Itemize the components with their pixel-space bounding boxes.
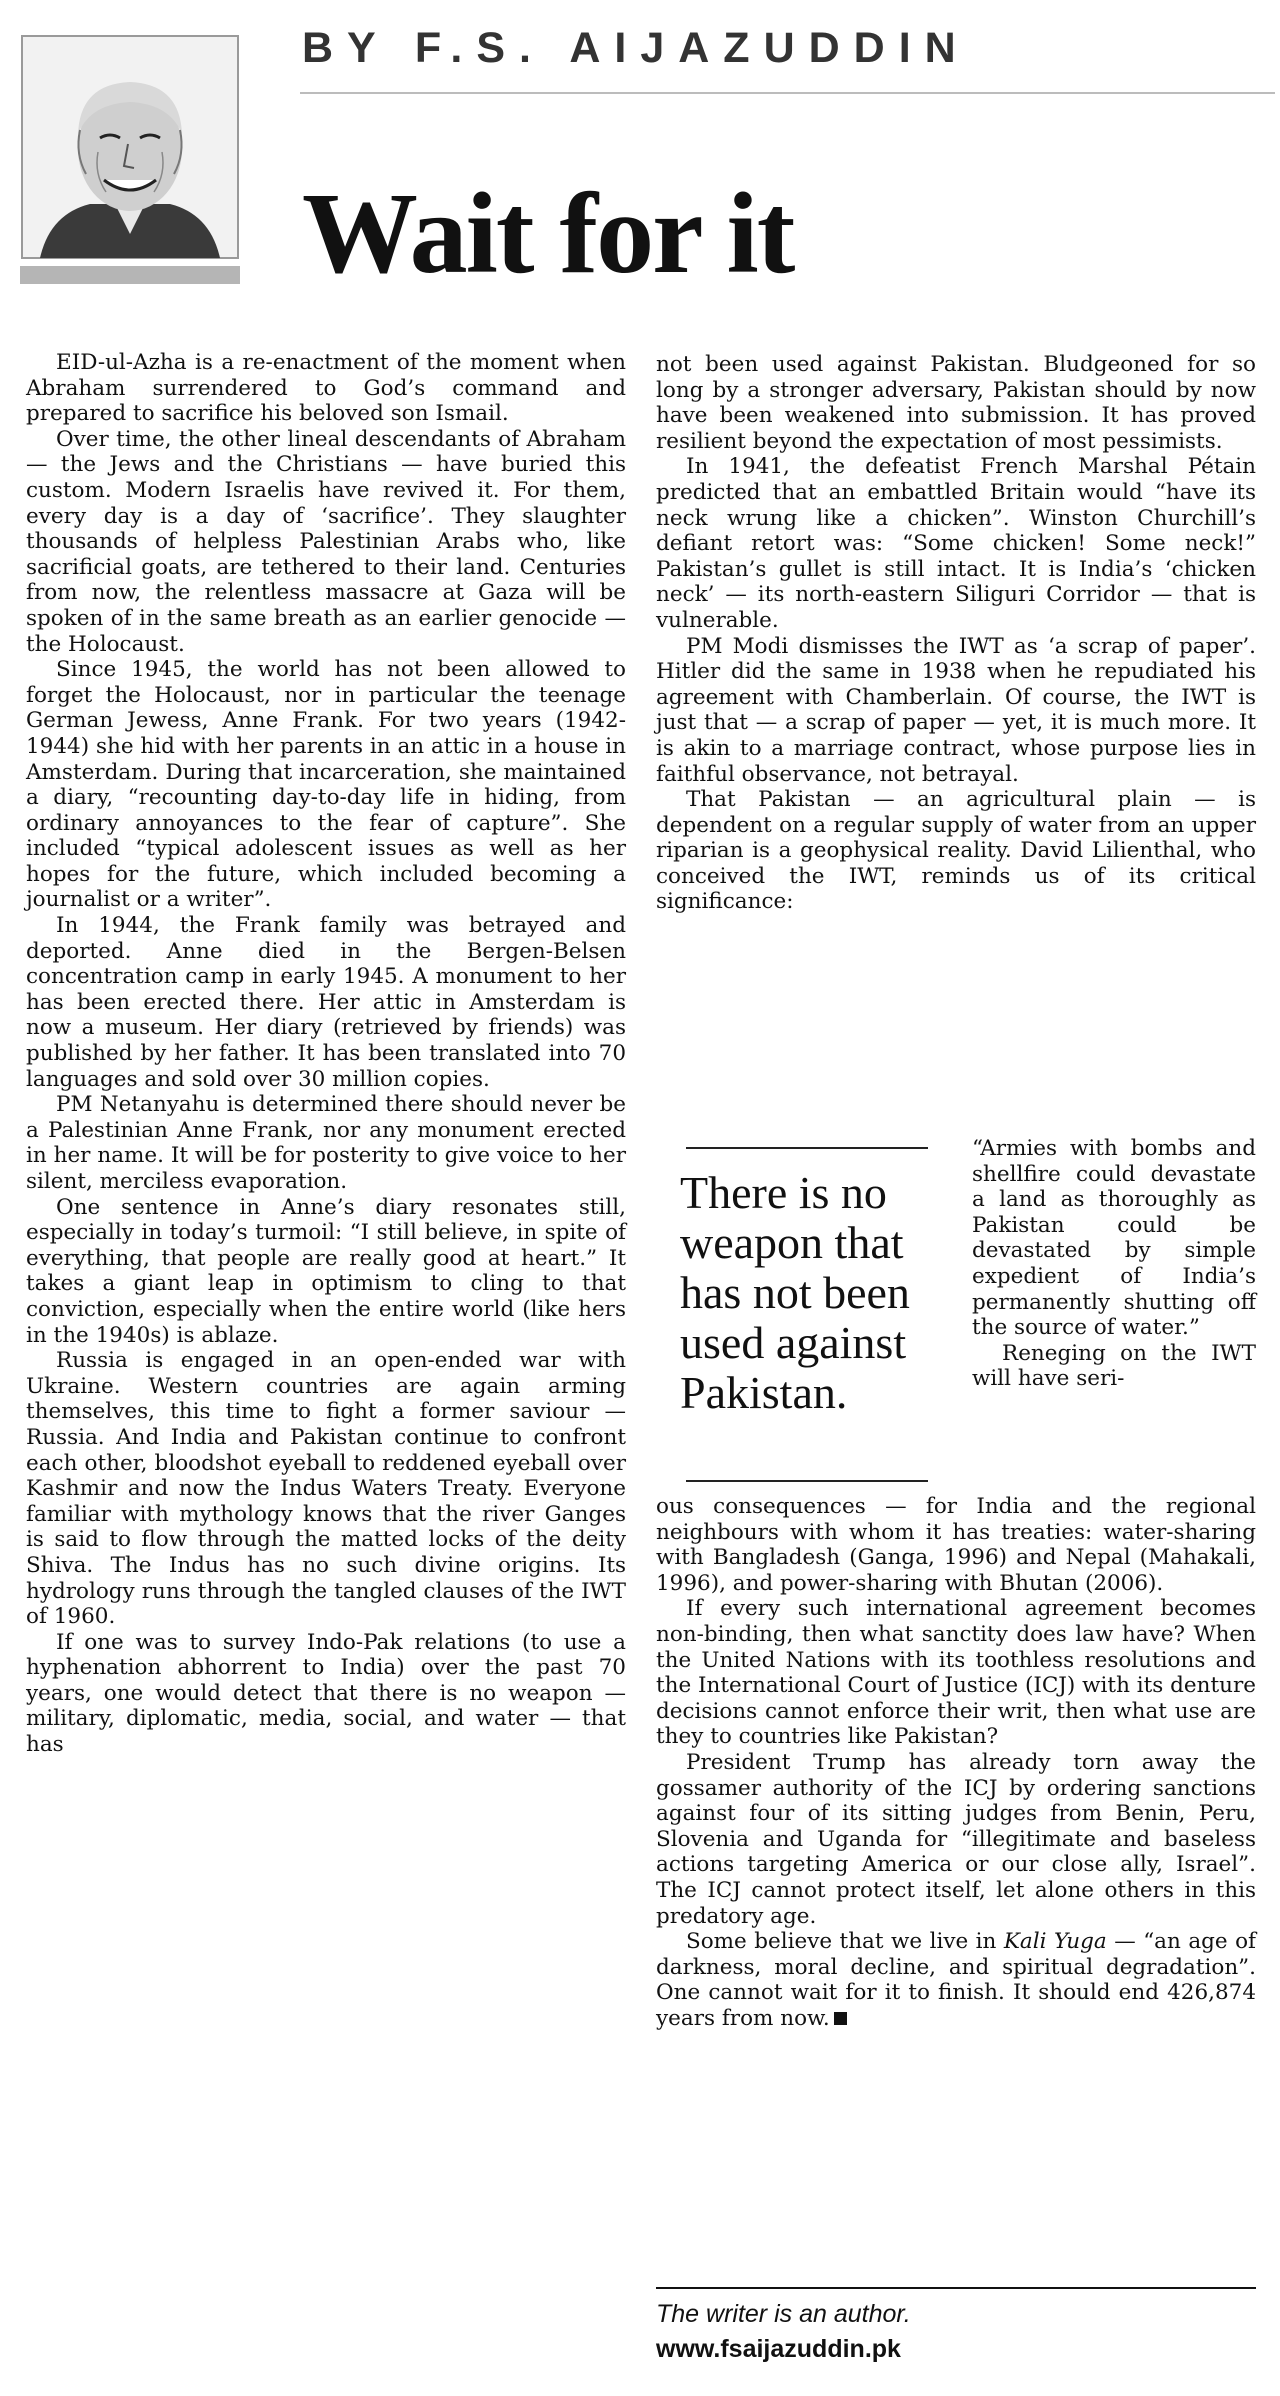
byline-rule <box>300 92 1275 94</box>
paragraph: Russia is engaged in an open-ended war with Ukraine. Western countries are again arming themselves, this time to fight a former saviour — Russia. And India and Pakistan continue to confront each other, bloodshot eyeball to reddened eyeball over Kashmir and now the Indus Waters Treaty. Everyone familiar with mythology knows that the river Ganges is said to flow through the matted locks of the deity Shiva. The Indus has no such divine origins. Its hydrology runs through the tangled clauses of the IWT of 1960. <box>26 1348 626 1630</box>
paragraph: Over time, the other lineal descendants of Abraham — the Jews and the Christians — have buried this custom. Modern Israelis have revived it. For them, every day is a day of ‘sacrifice’. They slaughter thousands of helpless Palestinian Arabs who, like sacrificial goats, are tethered to their land. Centuries from now, the relentless massacre at Gaza will be spoken of in the same breath as an earlier genocide — the Holocaust. <box>26 426 626 657</box>
column-right-top <box>656 352 1256 915</box>
pull-quote-rule-top <box>686 1147 928 1149</box>
paragraph: President Trump has already torn away the gossamer authority of the ICJ by ordering sanctions against four of its sitting judges from Benin, Peru, Slovenia and Uganda for “illegitimate and baseless actions targeting America or our close ally, Israel”. The ICJ cannot protect itself, let alone others in this predatory age. <box>656 1749 1256 1929</box>
paragraph: EID-ul-Azha is a re-enactment of the moment when Abraham surrendered to God’s command and prepared to sacrifice his beloved son Ismail. <box>26 350 626 427</box>
paragraph: If every such international agreement becomes non-binding, then what sanctity does law have? When the United Nations with its toothless resolutions and the International Court of Justice (ICJ) with its denture decisions cannot enforce their writ, then what use are they to countries like Pakistan? <box>656 1596 1256 1750</box>
closing-italic: Kali Yuga <box>1003 1929 1107 1955</box>
byline: BY F.S. AIJAZUDDIN <box>302 24 970 72</box>
paragraph: Reneging on the IWT will have seri- <box>972 1340 1256 1392</box>
paragraph: One sentence in Anne’s diary resonates still, especially in today’s turmoil: “I still believe, in spite of everything, that people are really good at heart.” It takes a giant leap in optimism to cling to that conviction, especially when the entire world (like hers in the 1940s) is ablaze. <box>26 1194 626 1348</box>
pull-quote: There is no weapon that has not been used against Pakistan. <box>680 1167 910 1418</box>
author-note: The writer is an author. <box>656 2300 911 2328</box>
closing-text-b: — “an age of darkness, moral decline, and spiritual degradation”. One cannot wait for it to finish. It should end 426,874 years from now. <box>656 1929 1256 2031</box>
footer-rule <box>656 2287 1256 2289</box>
paragraph: PM Modi dismisses the IWT as ‘a scrap of paper’. Hitler did the same in 1938 when he repudiated his agreement with Chamberlain. Of course, the IWT is just that — a scrap of paper — yet, it is much more. It is akin to a marriage contract, whose purpose lies in faithful observance, not betrayal. <box>656 633 1256 787</box>
column-right-bottom <box>656 1494 1256 2031</box>
portrait-bar <box>20 266 240 284</box>
lilienthal-quote: “Armies with bombs and shellfire could devastate a land as thoroughly as Pakistan could be devastated by simple expedient of India’s permanently shutting off the source of water.” <box>972 1136 1256 1341</box>
paragraph: That Pakistan — an agricultural plain — is dependent on a regular supply of water from an upper riparian is a geophysical reality. David Lilienthal, who conceived the IWT, reminds us of its critical significance: <box>656 787 1256 915</box>
paragraph: not been used against Pakistan. Bludgeoned for so long by a stronger adversary, Pakistan should by now have been weakened into submission. It has proved resilient beyond the expectation of most pessimists. <box>656 352 1256 454</box>
paragraph: In 1944, the Frank family was betrayed and deported. Anne died in the Bergen-Belsen concentration camp in early 1945. A monument to her has been erected there. Her attic in Amsterdam is now a museum. Her diary (retrieved by friends) was published by her father. It has been translated into 70 languages and sold over 30 million copies. <box>26 913 626 1092</box>
column-right-wrap <box>972 1136 1256 1392</box>
end-mark-icon <box>834 2012 847 2025</box>
paragraph: PM Netanyahu is determined there should never be a Palestinian Anne Frank, nor any monument erected in her name. It will be for posterity to give voice to her silent, merciless evaporation. <box>26 1092 626 1194</box>
paragraph: Since 1945, the world has not been allowed to forget the Holocaust, nor in particular the teenage German Jewess, Anne Frank. For two years (1942-1944) she hid with her parents in an attic in a house in Amsterdam. During that incarceration, she maintained a diary, “recounting day-to-day life in hiding, from ordinary annoyances to the fear of capture”. She included “typical adolescent issues as well as her hopes for the future, which included becoming a journalist or a writer”. <box>26 657 626 913</box>
author-portrait <box>20 34 240 284</box>
pull-quote-rule-bottom <box>686 1480 928 1482</box>
closing-paragraph <box>656 1929 1256 2031</box>
column-left <box>26 350 626 1758</box>
paragraph: In 1941, the defeatist French Marshal Pétain predicted that an embattled Britain would “have its neck wrung like a chicken”. Winston Churchill’s defiant retort was: “Some chicken! Some neck!” Pakistan’s gullet is still intact. It is India’s ‘chicken neck’ — its north-eastern Siliguri Corridor — that is vulnerable. <box>656 454 1256 633</box>
paragraph: If one was to survey Indo-Pak relations (to use a hyphenation abhorrent to India) over the past 70 years, one would detect that there is no weapon — military, diplomatic, media, social, and water — that has <box>26 1629 626 1758</box>
paragraph: ous consequences — for India and the regional neighbours with whom it has treaties: water-sharing with Bangladesh (Ganga, 1996) and Nepal (Mahakali, 1996), and power-sharing with Bhutan (2006). <box>656 1494 1256 1596</box>
author-website: www.fsaijazuddin.pk <box>656 2335 901 2363</box>
closing-text-a: Some believe that we live in <box>686 1929 997 1955</box>
headline: Wait for it <box>302 170 794 298</box>
